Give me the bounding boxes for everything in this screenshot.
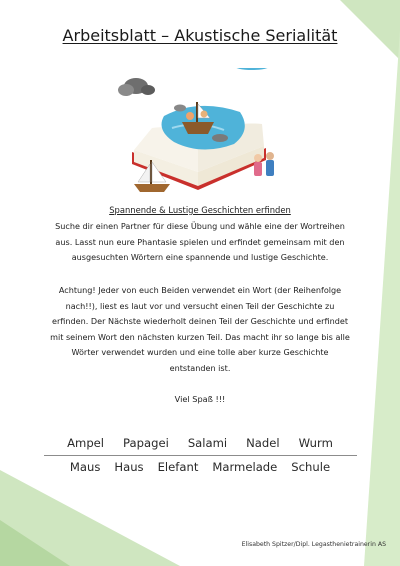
waterfall-icon [234,68,270,70]
section-heading: Spannende & Lustige Geschichten erfinden [109,205,291,215]
word-item: Salami [187,436,228,450]
word-item: Maus [69,460,101,474]
story-book-illustration [112,68,282,196]
word-item: Papagei [123,436,169,450]
right-edge-shape [364,30,400,566]
word-item: Haus [114,460,144,474]
word-item: Marmelade [212,460,278,474]
word-item: Ampel [67,436,105,450]
word-item: Nadel [246,436,280,450]
instruction-paragraph-2: Achtung! Jeder von euch Beiden verwendet ein Wort (der Reihenfolge nach!!), liest es laut vor und versucht einen Teil der Geschichte zu erfinden. Der Nächste wiederholt deinen Teil der Geschichte und erfindet mit seinem Wort den nächsten kurzen Teil. Das macht ihr so lange bis alle Wörter verwendet wurden und eine tolle aber kurze Geschichte entstanden ist. [50,285,350,373]
author-footer: Elisabeth Spitzer/Dipl. Legasthenietrainerin AS [241,541,386,548]
rocks-icon [118,78,155,96]
word-item: Schule [291,460,331,474]
word-row-1 [40,436,360,450]
word-row-2 [40,460,360,474]
page-title: Arbeitsblatt – Akustische Serialität [62,26,338,45]
word-item: Wurm [298,436,333,450]
word-item: Elefant [157,460,199,474]
closing-line: Viel Spaß !!! [174,394,226,404]
row-divider [44,455,357,456]
instruction-paragraph-1: Suche dir einen Partner für diese Übung und wähle eine der Wortreihen aus. Lasst nun eure Phantasie spielen und erfindet gemeinsam mit den ausgesuchten Wörtern eine spannende und lustige Geschichte. [55,221,345,263]
